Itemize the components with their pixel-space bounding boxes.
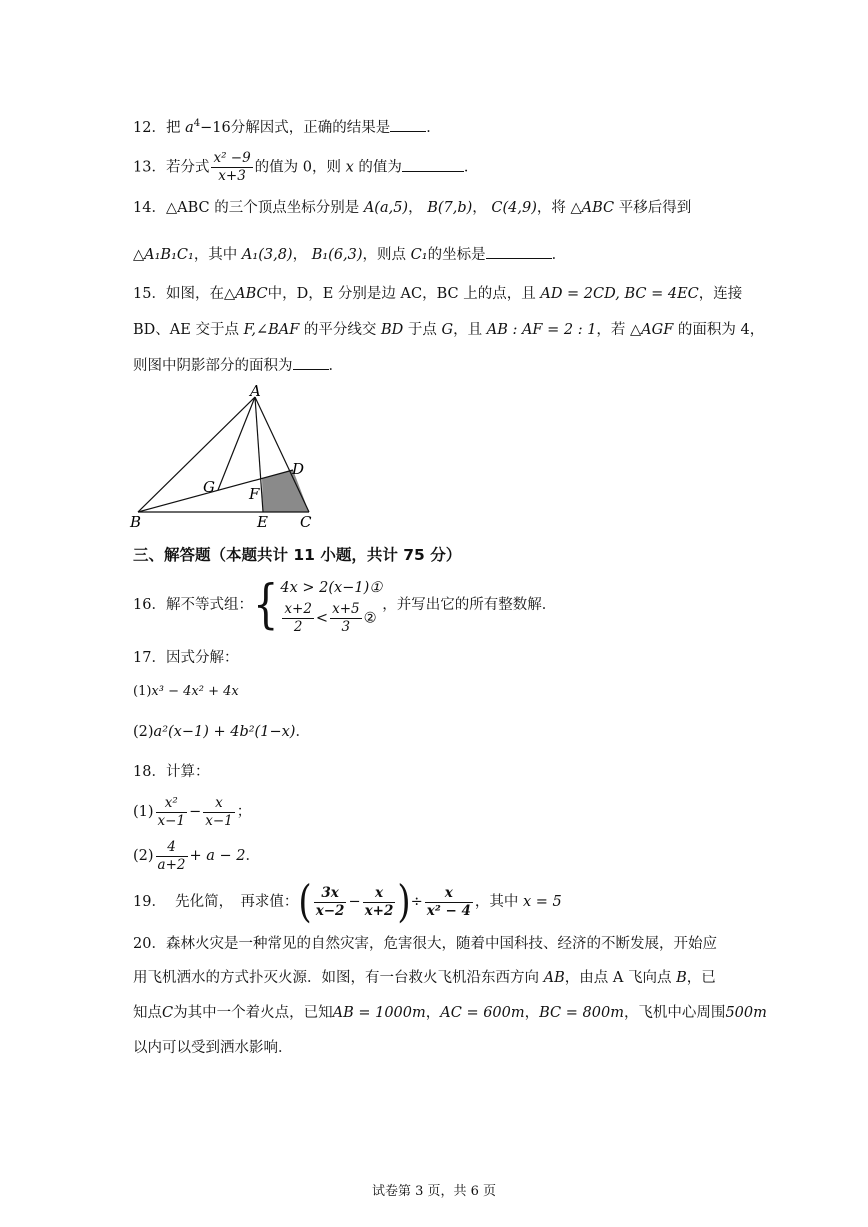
- page-footer: 试卷第 3 页，共 6 页: [371, 1184, 497, 1199]
- question-12: 12．把 $a^4-16$分解因式，正确的结果是 ．: [133, 118, 441, 136]
- label-b: B: [130, 513, 142, 531]
- answer-blank: [390, 117, 426, 132]
- question-number: 16．: [133, 597, 166, 613]
- question-20-line-4: 以内可以受到洒水影响．: [133, 1040, 293, 1056]
- question-18-part-1: (1) $\frac{\text{x²}}{x-1}$ − $\frac{x}{x-1}$ ；: [133, 794, 252, 829]
- question-number: 18．: [133, 764, 166, 780]
- question-number: 17．: [133, 650, 166, 666]
- question-17-part-1: (1)x³ − 4x² + 4x: [133, 684, 239, 699]
- segment-ab: [138, 397, 255, 512]
- label-f: F: [249, 485, 260, 503]
- question-20-line-3: 知点C为其中一个着火点，已知AB = 1000m，AC = 600m，BC = 800m，飞机中心周围500m: [133, 1005, 767, 1021]
- label-c: C: [300, 513, 312, 531]
- question-15-line-1: 15．如图，在△ABC中，D，E 分别是边 AC，BC 上的点，且 AD = 2CD, BC = 4EC，连接: [133, 286, 743, 302]
- question-18-part-2: (2) $\frac{4}{a+2}$ + a − 2．: [133, 838, 260, 873]
- fraction: $\frac{\text{x² −9}}{x+3}$: [213, 150, 251, 184]
- inequality-system: 4x > 2(x−1)① $\frac{x+2}{2}$ < $\frac{x+5}{3}$ ②: [280, 579, 383, 635]
- question-number: 14．: [133, 200, 166, 216]
- answer-blank: [402, 157, 464, 172]
- question-number: 12．: [133, 119, 166, 136]
- brace-symbol: {: [252, 575, 279, 635]
- label-e: E: [257, 513, 268, 531]
- question-number: 20．: [133, 936, 166, 952]
- label-d: D: [292, 460, 305, 478]
- question-20-line-2: 用飞机洒水的方式扑灭火源．如图，有一台救火飞机沿东西方向 AB，由点 A 飞向点 B，已: [133, 970, 716, 986]
- question-16: 16．解不等式组：{ 4x > 2(x−1)① $\frac{x+2}{2}$ < $\frac{x+5}{3}$ ② ，并写出它的所有整数解．: [133, 575, 557, 635]
- question-20-line-1: 20．森林火灾是一种常见的自然灾害，危害很大，随着中国科技、经济的不断发展，开始应: [133, 936, 717, 952]
- question-17: 17．因式分解：: [133, 650, 239, 666]
- question-15-line-3: 则图中阴影部分的面积为 ．: [133, 355, 343, 376]
- answer-blank: [293, 355, 329, 370]
- question-18: 18．计算：: [133, 764, 210, 780]
- question-number: 19．: [133, 894, 166, 910]
- question-number: 13．: [133, 159, 166, 176]
- segment-ag: [218, 397, 255, 490]
- question-15-line-2: BD、AE 交于点 F,∠BAF 的平分线交 BD 于点 G，且 AB : AF = 2 : 1，若 △AGF 的面积为 4，: [133, 322, 765, 338]
- question-17-part-2: (2)a²(x−1) + 4b²(1−x)．: [133, 724, 310, 740]
- question-number: 15．: [133, 286, 166, 302]
- question-13: 13．若分式 $\frac{\text{x² −9}}{x+3}$ 的值为 0，则 x 的值为 ．: [133, 150, 479, 184]
- label-a: A: [250, 382, 261, 400]
- question-14-line-2: △A₁B₁C₁，其中 A₁(3,8)， B₁(6,3)，则点 C₁的坐标是 ．: [133, 244, 566, 265]
- triangle-figure: [125, 382, 325, 532]
- question-14-line-1: 14．△ABC 的三个顶点坐标分别是 A(a,5)， B(7,b)， C(4,9)，将 △ABC 平移后得到: [133, 200, 692, 216]
- question-19: 19． 先化简， 再求值：( $\frac{3x}{x-2}$ − $\frac{x}{x+2}$ )÷ $\frac{x}{\text{x² − 4}}$ ，其中 x = 5: [133, 876, 562, 928]
- label-g: G: [203, 478, 215, 496]
- section-heading: 三、解答题（本题共计 11 小题，共计 75 分）: [133, 546, 462, 564]
- answer-blank: [486, 244, 552, 259]
